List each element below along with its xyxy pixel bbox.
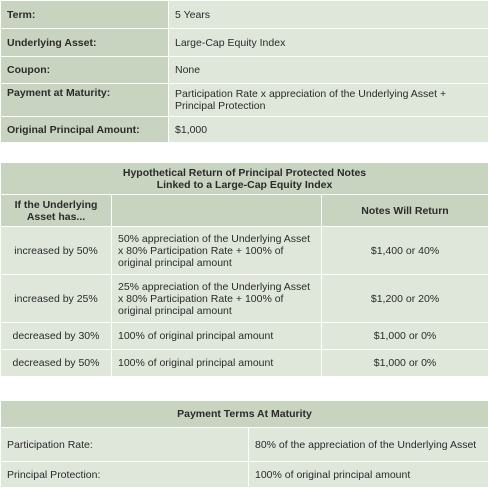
change-cell: increased by 50% xyxy=(1,227,112,275)
return-cell: $1,400 or 40% xyxy=(322,227,488,275)
table-row xyxy=(1,84,488,117)
table-row xyxy=(1,29,488,57)
calculation-cell: 100% of original principal amount xyxy=(112,323,322,350)
table-row xyxy=(1,227,488,275)
participation-rate-value: 80% of the appreciation of the Underlying Asset xyxy=(249,428,488,462)
payment-at-maturity-label: Payment at Maturity: xyxy=(1,84,169,117)
term-value: 5 Years xyxy=(169,1,488,29)
principal-protection-value: 100% of original principal amount xyxy=(249,462,488,488)
change-cell: decreased by 50% xyxy=(1,350,112,377)
underlying-asset-value: Large-Cap Equity Index xyxy=(169,29,488,57)
payment-terms-table xyxy=(0,400,488,488)
table-title-row xyxy=(1,401,488,428)
underlying-asset-label: Underlying Asset: xyxy=(1,29,169,57)
hypothetical-title-line1: Hypothetical Return of Principal Protected Notes xyxy=(7,167,482,179)
return-cell: $1,000 or 0% xyxy=(322,323,488,350)
participation-rate-label: Participation Rate: xyxy=(1,428,249,462)
column-header-calculation xyxy=(112,195,322,227)
payment-terms-title: Payment Terms At Maturity xyxy=(1,401,488,428)
calculation-cell: 25% appreciation of the Underlying Asset x 80% Participation Rate + 100% of original principal amount xyxy=(112,275,322,323)
change-cell: increased by 25% xyxy=(1,275,112,323)
column-header-notes-return: Notes Will Return xyxy=(322,195,488,227)
table-row xyxy=(1,57,488,84)
coupon-value: None xyxy=(169,57,488,84)
term-label: Term: xyxy=(1,1,169,29)
payment-at-maturity-value: Participation Rate x appreciation of the Underlying Asset + Principal Protection xyxy=(169,84,488,117)
table-title-row xyxy=(1,163,488,195)
table-row xyxy=(1,462,488,488)
calculation-cell: 50% appreciation of the Underlying Asset x 80% Participation Rate + 100% of original principal amount xyxy=(112,227,322,275)
terms-table xyxy=(0,0,488,143)
calculation-cell: 100% of original principal amount xyxy=(112,350,322,377)
original-principal-label: Original Principal Amount: xyxy=(1,117,169,143)
table-header-row xyxy=(1,195,488,227)
table-row xyxy=(1,428,488,462)
principal-protection-label: Principal Protection: xyxy=(1,462,249,488)
hypothetical-return-table xyxy=(0,162,488,377)
table-row xyxy=(1,117,488,143)
table-row xyxy=(1,350,488,377)
coupon-label: Coupon: xyxy=(1,57,169,84)
table-row xyxy=(1,275,488,323)
return-cell: $1,000 or 0% xyxy=(322,350,488,377)
column-header-underlying-change: If the Underlying Asset has... xyxy=(1,195,112,227)
return-cell: $1,200 or 20% xyxy=(322,275,488,323)
hypothetical-title xyxy=(1,163,488,195)
table-row xyxy=(1,323,488,350)
table-row xyxy=(1,1,488,29)
original-principal-value: $1,000 xyxy=(169,117,488,143)
hypothetical-title-line2: Linked to a Large-Cap Equity Index xyxy=(7,179,482,191)
change-cell: decreased by 30% xyxy=(1,323,112,350)
